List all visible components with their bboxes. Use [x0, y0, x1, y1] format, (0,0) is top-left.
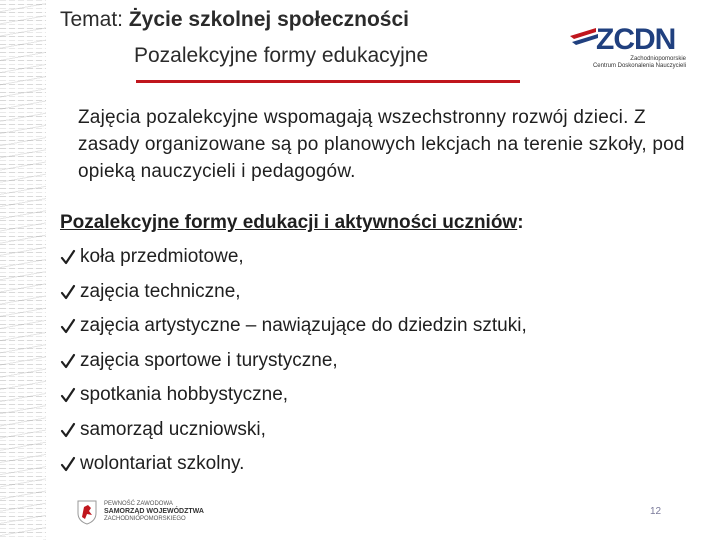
- intro-paragraph: Zajęcia pozalekcyjne wspomagają wszechstronny rozwój dzieci. Z zasady organizowane są po planowych lekcjach na terenie szkoły, pod opieką nauczycieli i pedagogów.: [78, 107, 685, 182]
- checkmark-icon: [60, 248, 76, 266]
- page-number: 12: [650, 506, 662, 517]
- list-item-text: zajęcia artystyczne – nawiązujące do dziedzin sztuki,: [80, 315, 527, 337]
- list-item-text: wolontariat szkolny.: [80, 453, 245, 475]
- title-prefix: Temat:: [60, 8, 129, 31]
- checkmark-icon: [60, 386, 76, 404]
- list-item: [60, 344, 527, 379]
- list-item: [60, 309, 527, 344]
- activity-list: [60, 240, 527, 482]
- checkmark-icon: [60, 421, 76, 439]
- page-subtitle: Pozalekcyjne formy edukacyjne: [134, 44, 429, 67]
- zcdn-logo-caption: [590, 56, 686, 70]
- section-heading-text: Pozalekcyjne formy edukacji i aktywności uczniów: [60, 212, 518, 233]
- list-item-text: koła przedmiotowe,: [80, 246, 244, 268]
- list-item: [60, 447, 527, 482]
- regional-logo-line2: SAMORZĄD WOJEWÓDZTWA: [104, 508, 204, 515]
- regional-logo-line3: ZACHODNIOPOMORSKIEGO: [104, 516, 186, 522]
- title-topic: Życie szkolnej społeczności: [128, 8, 409, 31]
- checkmark-icon: [60, 283, 76, 301]
- checkmark-icon: [60, 455, 76, 473]
- page-title: [60, 8, 409, 32]
- list-item-text: zajęcia techniczne,: [80, 280, 241, 302]
- zcdn-logo-letters: ZCDN: [596, 23, 676, 56]
- title-underline-rule: [136, 80, 520, 83]
- checkmark-icon: [60, 352, 76, 370]
- list-item: [60, 240, 527, 275]
- zcdn-logo: [570, 23, 686, 74]
- list-item: [60, 378, 527, 413]
- section-heading: [60, 212, 524, 234]
- list-item-text: zajęcia sportowe i turystyczne,: [80, 349, 338, 371]
- regional-government-logo: [76, 497, 204, 527]
- zcdn-logo-line1: Zachodniopomorskie: [630, 56, 686, 62]
- list-item-text: samorząd uczniowski,: [80, 418, 266, 440]
- regional-logo-text: [104, 501, 204, 523]
- section-heading-colon: :: [517, 212, 524, 233]
- regional-logo-line1: PEWNOŚĆ ZAWODOWA: [104, 501, 173, 507]
- griffin-coat-of-arms-icon: [76, 499, 98, 525]
- zcdn-logo-line2: Centrum Doskonalenia Nauczycieli: [592, 63, 686, 69]
- list-item: [60, 413, 527, 448]
- checkmark-icon: [60, 317, 76, 335]
- list-item-text: spotkania hobbystyczne,: [80, 384, 289, 406]
- list-item: [60, 275, 527, 310]
- handwriting-decoration: [0, 0, 46, 540]
